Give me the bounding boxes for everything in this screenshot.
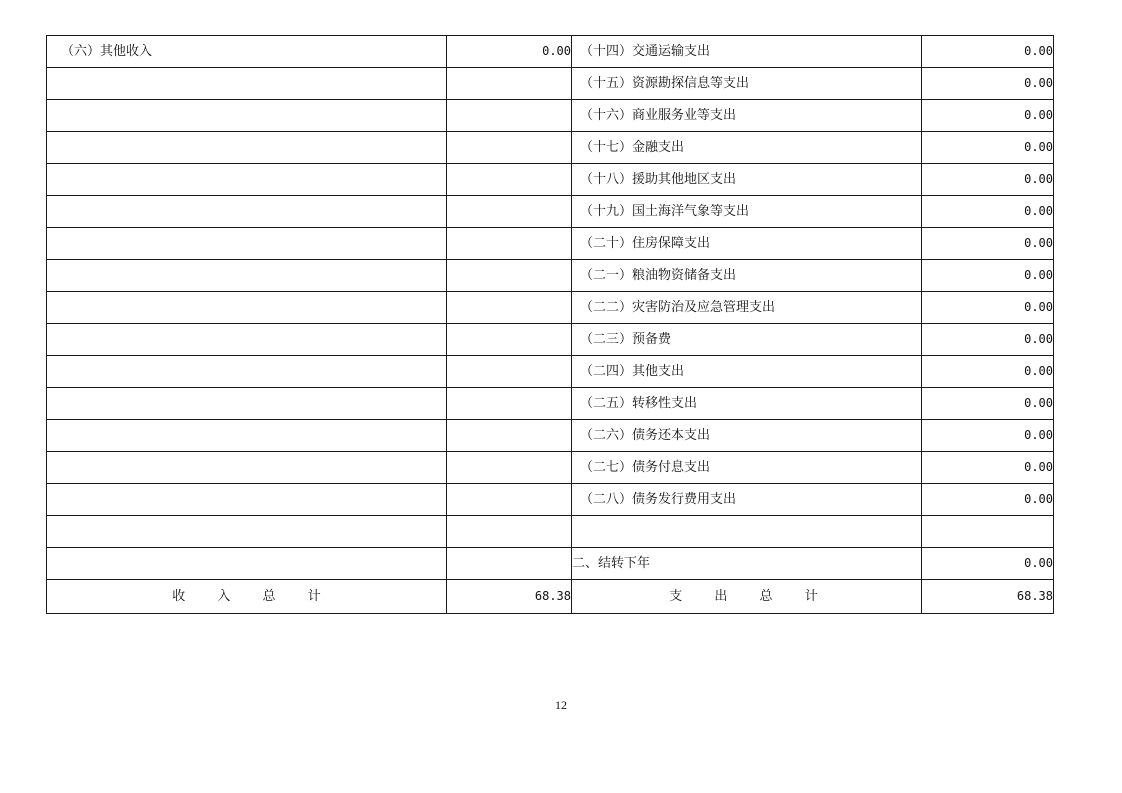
income-amount-cell: [447, 324, 572, 356]
expense-item-cell: （二六）债务还本支出: [572, 420, 922, 452]
total-row: [47, 580, 1054, 614]
income-amount-cell: [447, 260, 572, 292]
income-item-cell: （六）其他收入: [47, 36, 447, 68]
expense-amount-cell: 0.00: [922, 36, 1054, 68]
table-row: [47, 324, 1054, 356]
expense-item-cell: （十四）交通运输支出: [572, 36, 922, 68]
table-row: [47, 420, 1054, 452]
expense-item-cell: （二七）债务付息支出: [572, 452, 922, 484]
income-amount-cell: [447, 228, 572, 260]
income-amount-cell: [447, 196, 572, 228]
income-amount-cell: [447, 132, 572, 164]
expense-item-cell: （十八）援助其他地区支出: [572, 164, 922, 196]
income-amount-cell: [447, 292, 572, 324]
income-item-cell: [47, 484, 447, 516]
income-total-amount: 68.38: [447, 580, 572, 614]
expense-amount-cell: 0.00: [922, 228, 1054, 260]
table-row: [47, 356, 1054, 388]
table-row: [47, 132, 1054, 164]
income-item-cell: [47, 196, 447, 228]
budget-table-body: [47, 36, 1054, 614]
income-item-cell: [47, 260, 447, 292]
income-amount-cell: [447, 164, 572, 196]
expense-amount-cell: 0.00: [922, 196, 1054, 228]
income-amount-cell: [447, 356, 572, 388]
income-item-cell: [47, 324, 447, 356]
expense-item-cell: （二五）转移性支出: [572, 388, 922, 420]
expense-item-cell: （二四）其他支出: [572, 356, 922, 388]
expense-item-cell: （二十）住房保障支出: [572, 228, 922, 260]
table-row: [47, 484, 1054, 516]
expense-item-cell: （二三）预备费: [572, 324, 922, 356]
budget-table: [46, 35, 1054, 614]
expense-item-cell: （二八）债务发行费用支出: [572, 484, 922, 516]
expense-amount-cell: 0.00: [922, 484, 1054, 516]
expense-amount-cell: 0.00: [922, 132, 1054, 164]
income-amount-cell: [447, 516, 572, 548]
income-item-cell: [47, 548, 447, 580]
income-amount-cell: [447, 68, 572, 100]
income-amount-cell: [447, 548, 572, 580]
expense-amount-cell: 0.00: [922, 420, 1054, 452]
income-item-cell: [47, 388, 447, 420]
expense-amount-cell: 0.00: [922, 388, 1054, 420]
expense-amount-cell: 0.00: [922, 164, 1054, 196]
expense-amount-cell: 0.00: [922, 356, 1054, 388]
expense-item-cell: （十七）金融支出: [572, 132, 922, 164]
income-item-cell: [47, 164, 447, 196]
table-row: [47, 100, 1054, 132]
expense-total-label: 支 出 总 计: [572, 580, 922, 614]
expense-amount-cell: 0.00: [922, 452, 1054, 484]
income-amount-cell: 0.00: [447, 36, 572, 68]
income-amount-cell: [447, 452, 572, 484]
table-row: [47, 164, 1054, 196]
income-amount-cell: [447, 100, 572, 132]
expense-item-cell: （十六）商业服务业等支出: [572, 100, 922, 132]
income-amount-cell: [447, 484, 572, 516]
table-row: [47, 36, 1054, 68]
income-amount-cell: [447, 388, 572, 420]
expense-amount-cell: 0.00: [922, 100, 1054, 132]
income-item-cell: [47, 420, 447, 452]
expense-amount-cell: 0.00: [922, 324, 1054, 356]
income-total-label: 收 入 总 计: [47, 580, 447, 614]
income-item-cell: [47, 68, 447, 100]
income-item-cell: [47, 228, 447, 260]
expense-item-cell: （二一）粮油物资储备支出: [572, 260, 922, 292]
expense-item-cell: 二、结转下年: [572, 548, 922, 580]
income-item-cell: [47, 356, 447, 388]
table-row: [47, 292, 1054, 324]
expense-item-cell: （十九）国土海洋气象等支出: [572, 196, 922, 228]
table-row: [47, 452, 1054, 484]
expense-amount-cell: 0.00: [922, 260, 1054, 292]
expense-amount-cell: 0.00: [922, 548, 1054, 580]
income-item-cell: [47, 132, 447, 164]
table-row: [47, 196, 1054, 228]
expense-amount-cell: 0.00: [922, 68, 1054, 100]
income-item-cell: [47, 452, 447, 484]
table-row: [47, 228, 1054, 260]
table-row: [47, 388, 1054, 420]
expense-item-cell: （二二）灾害防治及应急管理支出: [572, 292, 922, 324]
expense-item-cell: （十五）资源勘探信息等支出: [572, 68, 922, 100]
expense-item-cell: [572, 516, 922, 548]
table-row: [47, 548, 1054, 580]
page-number: 12: [555, 698, 567, 712]
income-item-cell: [47, 100, 447, 132]
expense-amount-cell: [922, 516, 1054, 548]
expense-amount-cell: 0.00: [922, 292, 1054, 324]
table-row: [47, 68, 1054, 100]
income-item-cell: [47, 292, 447, 324]
expense-total-amount: 68.38: [922, 580, 1054, 614]
table-row: [47, 260, 1054, 292]
table-row: [47, 516, 1054, 548]
income-item-cell: [47, 516, 447, 548]
income-amount-cell: [447, 420, 572, 452]
